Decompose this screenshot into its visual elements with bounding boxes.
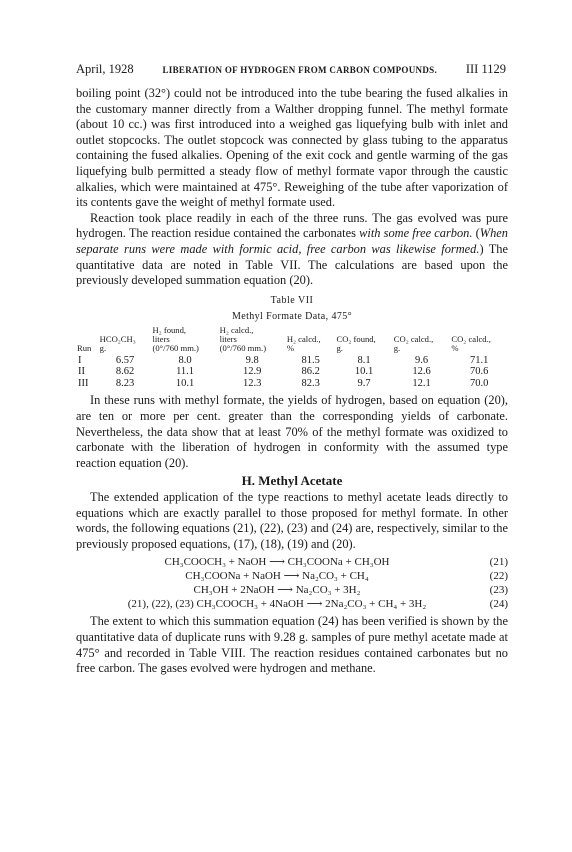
table-head bbox=[76, 326, 508, 355]
table-header-line: Run bbox=[77, 342, 92, 353]
table-cell: 71.1 bbox=[469, 354, 489, 366]
paragraph-2-text-a: Reaction took place readily in each of the three runs. The gas evolved was pure hydrogen. The reaction residue contained the carbonates bbox=[76, 210, 508, 241]
header-page-number: III 1129 bbox=[465, 62, 506, 76]
table-cell: 11.1 bbox=[176, 366, 195, 378]
table-cell: 12.1 bbox=[412, 377, 431, 389]
paragraph-5: The extent to which this summation equation (24) has been verified is shown by the quantitative data of duplicate runs with 9.28 g. samples of pure methyl acetate made at 475° and recorded in Table VIII. The reaction residues contained carbonates but no free carbon. The gases evolved were hydrogen and methane. bbox=[76, 614, 508, 676]
table-header-line: H₂ calcd., bbox=[219, 324, 254, 335]
table-column-header bbox=[151, 326, 218, 355]
equation-line bbox=[76, 583, 508, 597]
table-column-header bbox=[76, 326, 99, 355]
equation-expression: CH₃OH + 2NaOH ⟶ Na₂CO₃ + 3H₂ bbox=[193, 584, 361, 597]
table-header-line: % bbox=[286, 342, 294, 353]
table-header-line: liters bbox=[152, 333, 170, 344]
table-cell: 9.7 bbox=[357, 377, 371, 389]
table-cell: 9.6 bbox=[414, 354, 429, 366]
table-row bbox=[76, 366, 508, 378]
table-cell: 12.9 bbox=[243, 366, 262, 378]
paragraph-2-italic-a: with some free carbon. bbox=[359, 226, 473, 241]
table-header-line: g. bbox=[336, 342, 343, 353]
equation-number: (24) bbox=[489, 598, 508, 611]
table-cell: 10.1 bbox=[175, 377, 195, 389]
table-cell: 12.3 bbox=[243, 377, 262, 389]
table-title: Table VII bbox=[270, 294, 314, 306]
equation-line bbox=[76, 555, 508, 569]
paragraph-2 bbox=[76, 211, 508, 289]
table-cell: 70.6 bbox=[469, 366, 489, 378]
methyl-formate-table bbox=[76, 326, 508, 390]
table-column-header bbox=[219, 326, 286, 355]
paragraph-2-text-c: ) The quantitative data are noted in Table VII. The calculations are based upon the previously developed summation equation (20). bbox=[76, 241, 509, 288]
table-cell: 70.0 bbox=[469, 377, 489, 389]
equation-expression: CH₃COOCH₃ + NaOH ⟶ CH₃COONa + CH₃OH bbox=[164, 556, 390, 569]
equation-number: (22) bbox=[489, 570, 508, 583]
equation-line bbox=[76, 569, 508, 583]
header-title: LIBERATION OF HYDROGEN FROM CARBON COMPOUNDS. bbox=[162, 65, 437, 75]
table-cell: 82.3 bbox=[301, 377, 320, 389]
run-label-cell: I bbox=[78, 354, 82, 366]
run-label-cell: III bbox=[78, 377, 89, 389]
table-cell: 6.57 bbox=[115, 354, 135, 366]
table-header-line: (0°/760 mm.) bbox=[219, 342, 267, 353]
table-cell: 8.62 bbox=[115, 366, 135, 378]
table-header-line: H₂ found, bbox=[152, 324, 187, 335]
equation-number: (21) bbox=[489, 556, 508, 569]
table-column-header bbox=[450, 326, 508, 355]
table-cell: 10.1 bbox=[354, 366, 374, 378]
table-header-line: H₂ calcd., bbox=[286, 333, 321, 344]
table-header-line: (0°/760 mm.) bbox=[152, 342, 199, 353]
section-heading: H. Methyl Acetate bbox=[241, 473, 343, 489]
table-header-line: liters bbox=[219, 333, 237, 344]
running-header bbox=[76, 62, 506, 77]
table-header-line: % bbox=[451, 342, 459, 353]
table-cell: 12.6 bbox=[412, 366, 431, 378]
table-header-line: g. bbox=[99, 342, 107, 353]
paragraph-2-italic-b: When separate runs were made with formic acid, free carbon was likewise formed. bbox=[76, 226, 508, 256]
table-row bbox=[76, 378, 508, 390]
table-header-line: CO₂ calcd., bbox=[393, 333, 434, 344]
table-header-line: HCO₂CH₃ bbox=[99, 333, 136, 344]
paragraph-1: boiling point (32°) could not be introduced into the tube bearing the fused alkalies in the customary manner directly from a Walther dropping funnel. The methyl formate (about 10 cc.) was first introduced into a weighed gas liquefying bulb with inlet and outlet stopcocks. The outlet stopcock was connected by glass tubing to the apparatus containing the fused alkalies. Opening of the exit cock and gentle warming of the gas liquefying bulb permitted a steady flow of methyl formate vapor through the caustic alkalies, which were maintained at 475°. Reweighing of the tube after vaporization of its contents gave the weight of methyl formate used. bbox=[76, 86, 508, 210]
table-column-header bbox=[99, 326, 152, 355]
table-header-line: g. bbox=[393, 342, 401, 353]
run-label-cell: II bbox=[78, 366, 85, 378]
equation-line bbox=[76, 597, 508, 611]
table-column-header bbox=[286, 326, 336, 355]
table-header-row bbox=[76, 326, 508, 355]
table-cell: 9.8 bbox=[245, 354, 259, 366]
table-cell: 81.5 bbox=[301, 354, 320, 366]
table-column-header bbox=[393, 326, 451, 355]
equation-number: (23) bbox=[489, 584, 508, 597]
equation-block bbox=[76, 555, 508, 611]
paragraph-4: The extended application of the type reactions to methyl acetate leads directly to equations which are exactly parallel to those proposed for methyl formate. In other words, the following equations (21), (22), (23) and (24) are, respectively, similar to the previously proposed equations, (17), (18), (19) and (20). bbox=[76, 489, 508, 551]
table-header-line: CO₂ found, bbox=[336, 333, 376, 344]
table-body bbox=[76, 355, 508, 390]
paragraph-3: In these runs with methyl formate, the yields of hydrogen, based on equation (20), are ten or more per cent. greater than the corresponding yields of carbonate. Nevertheless, the data show that at least 70% of the methyl formate was oxidized to carbonate with the liberation of hydrogen in conformity with the assumed type reaction equation (20). bbox=[76, 393, 508, 470]
table-cell: 86.2 bbox=[301, 366, 320, 378]
equation-expression: (21), (22), (23) CH₃COOCH₃ + 4NaOH ⟶ 2Na₂CO₃ + CH₄ + 3H₂ bbox=[127, 598, 427, 611]
table-row bbox=[76, 355, 508, 367]
table-subtitle: Methyl Formate Data, 475° bbox=[231, 311, 353, 323]
header-date: April, 1928 bbox=[76, 62, 134, 76]
table-header-line: CO₂ calcd., bbox=[451, 333, 491, 344]
table-column-header bbox=[335, 326, 392, 355]
table-cell: 8.0 bbox=[178, 354, 192, 366]
article-body bbox=[76, 86, 508, 677]
table-cell: 8.1 bbox=[357, 354, 371, 366]
table-cell: 8.23 bbox=[115, 377, 135, 389]
paragraph-2-text-b: ( bbox=[472, 226, 480, 241]
equation-expression: CH₃COONa + NaOH ⟶ Na₂CO₃ + CH₄ bbox=[185, 570, 369, 583]
